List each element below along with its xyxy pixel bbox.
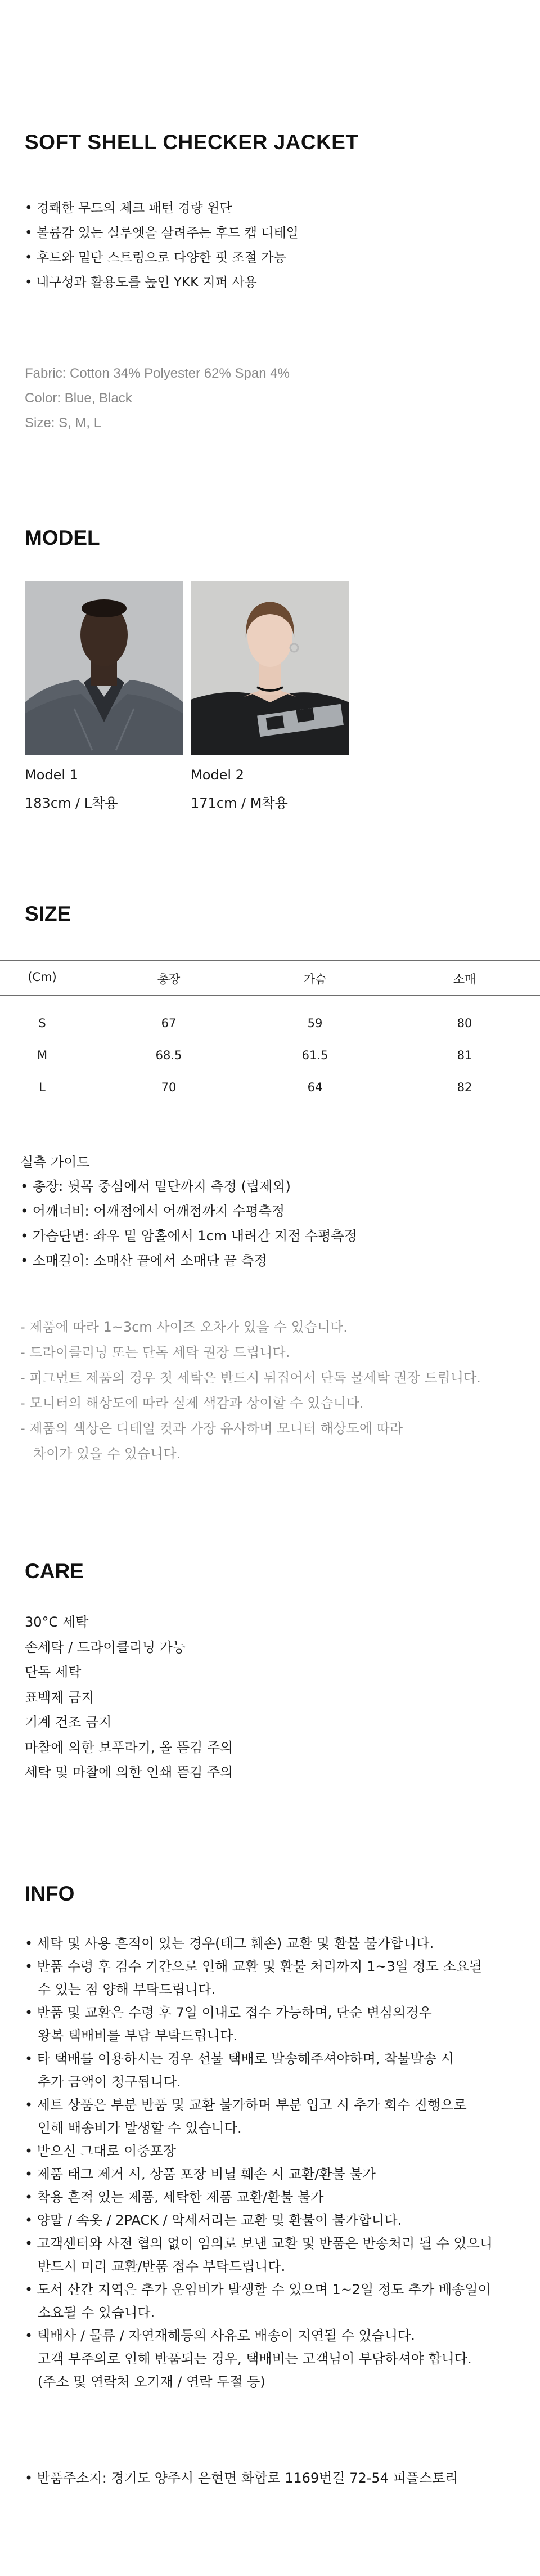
care-item: 손세탁 / 드라이클리닝 가능 — [25, 1639, 186, 1655]
guide-item: • 가슴단면: 좌우 밑 암홀에서 1cm 내려간 지점 수평측정 — [20, 1228, 357, 1244]
info-item: 추가 금액이 청구됩니다. — [25, 2074, 181, 2090]
table-header: 소매 — [453, 973, 476, 986]
color-spec: Color: Blue, Black — [25, 391, 132, 406]
product-title: SOFT SHELL CHECKER JACKET — [25, 131, 359, 154]
care-list — [25, 1610, 233, 1785]
model-1-name: Model 1 — [25, 767, 78, 783]
table-divider — [0, 995, 540, 996]
measure-guide-list — [20, 1174, 357, 1273]
size-section-title: SIZE — [25, 902, 71, 925]
info-item: • 양말 / 속옷 / 2PACK / 악세서리는 교환 및 환불이 불가합니다. — [25, 2212, 402, 2228]
info-item: • 반품 수령 후 검수 기간으로 인해 교환 및 환불 처리까지 1~3일 정도 소요될 — [25, 1959, 483, 1974]
feature-item: • 볼륨감 있는 실루엣을 살려주는 후드 캡 디테일 — [25, 226, 299, 240]
table-cell: 81 — [457, 1049, 472, 1062]
table-cell: 70 — [161, 1081, 177, 1094]
table-header: 총장 — [157, 973, 181, 986]
table-cell: S — [38, 1016, 46, 1030]
care-item: 세탁 및 마찰에 의한 인쇄 뜯김 주의 — [25, 1764, 233, 1780]
feature-list — [25, 196, 299, 295]
info-item: (주소 및 연락처 오기재 / 연락 두절 등) — [25, 2374, 266, 2390]
info-item: 반드시 미리 교환/반품 접수 부탁드립니다. — [25, 2259, 286, 2274]
measure-guide-title: 실측 가이드 — [20, 1154, 90, 1170]
care-section-title: CARE — [25, 1560, 84, 1583]
table-cell: 61.5 — [302, 1049, 328, 1062]
info-item: 고객 부주의로 인해 반품되는 경우, 택배비는 고객님이 부담하셔야 합니다. — [25, 2351, 472, 2367]
table-divider — [0, 960, 540, 961]
size-spec: Size: S, M, L — [25, 415, 102, 431]
info-item: 왕복 택배비를 부담 부탁드립니다. — [25, 2028, 237, 2044]
model-2-photo — [191, 581, 349, 755]
info-item: 소요될 수 있습니다. — [25, 2305, 155, 2320]
note-item: - 피그먼트 제품의 경우 첫 세탁은 반드시 뒤집어서 단독 물세탁 권장 드립니다. — [20, 1370, 481, 1386]
note-item: - 모니터의 해상도에 따라 실제 색감과 상이할 수 있습니다. — [20, 1395, 364, 1411]
table-cell: 82 — [457, 1081, 472, 1094]
care-item: 30°C 세탁 — [25, 1614, 89, 1630]
info-item: • 제품 태그 제거 시, 상품 포장 비닐 훼손 시 교환/환불 불가 — [25, 2166, 376, 2182]
model-2-info: 171cm / M착용 — [191, 795, 288, 811]
table-cell: 80 — [457, 1016, 472, 1030]
model-photo-icon — [25, 581, 183, 755]
table-header: 가슴 — [303, 973, 327, 986]
model-1-info: 183cm / L착용 — [25, 795, 118, 811]
model-2-name: Model 2 — [191, 767, 244, 783]
info-item: • 반품 및 교환은 수령 후 7일 이내로 접수 가능하며, 단순 변심의경우 — [25, 2005, 432, 2021]
table-cell: M — [37, 1049, 48, 1062]
info-item: • 도서 산간 지역은 추가 운임비가 발생할 수 있으며 1~2일 정도 추가 배송일이 — [25, 2282, 491, 2297]
guide-item: • 어깨너비: 어깨점에서 어깨점까지 수평측정 — [20, 1203, 285, 1219]
info-item: • 받으신 그대로 이중포장 — [25, 2143, 176, 2159]
info-item: • 택배사 / 물류 / 자연재해등의 사유로 배송이 지연될 수 있습니다. — [25, 2328, 415, 2344]
note-item: - 제품에 따라 1~3cm 사이즈 오차가 있을 수 있습니다. — [20, 1319, 348, 1335]
model-photo-icon — [191, 581, 349, 755]
feature-item: • 내구성과 활용도를 높인 YKK 지퍼 사용 — [25, 275, 257, 290]
info-item: • 고객센터와 사전 협의 없이 임의로 보낸 교환 및 반품은 반송처리 될 수 있으니 — [25, 2235, 493, 2251]
info-section-title: INFO — [25, 1882, 75, 1905]
guide-item: • 소매길이: 소매산 끝에서 소매단 끝 측정 — [20, 1253, 267, 1269]
return-address: • 반품주소지: 경기도 양주시 은현면 화합로 1169번길 72-54 피플스토리 — [25, 2470, 458, 2486]
guide-item: • 총장: 뒷목 중심에서 밑단까지 측정 (립제외) — [20, 1179, 291, 1194]
care-item: 기계 건조 금지 — [25, 1714, 112, 1730]
model-section-title: MODEL — [25, 526, 100, 549]
info-item: • 타 택배를 이용하시는 경우 선불 택배로 발송해주셔야하며, 착불발송 시 — [25, 2051, 454, 2067]
table-cell: L — [39, 1081, 46, 1094]
care-item: 마찰에 의한 보푸라기, 올 뜯김 주의 — [25, 1739, 233, 1755]
note-item: - 제품의 색상은 디테일 컷과 가장 유사하며 모니터 해상도에 따라 — [20, 1421, 403, 1436]
spec-list — [25, 361, 290, 436]
info-item: • 세트 상품은 부분 반품 및 교환 불가하며 부분 입고 시 추가 회수 진행으로 — [25, 2097, 467, 2113]
feature-item: • 후드와 밑단 스트링으로 다양한 핏 조절 가능 — [25, 250, 286, 265]
table-cell: 64 — [307, 1081, 323, 1094]
table-cell: 59 — [307, 1016, 323, 1030]
care-item: 표백제 금지 — [25, 1689, 94, 1705]
table-cell: 68.5 — [155, 1049, 182, 1062]
info-item: • 세탁 및 사용 흔적이 있는 경우(태그 훼손) 교환 및 환불 불가합니다. — [25, 1936, 434, 1951]
note-item: - 드라이클리닝 또는 단독 세탁 권장 드립니다. — [20, 1345, 290, 1360]
care-item: 단독 세탁 — [25, 1664, 82, 1680]
model-card-2 — [191, 581, 349, 811]
info-item: 수 있는 점 양해 부탁드립니다. — [25, 1982, 216, 1997]
model-card-1 — [25, 581, 183, 811]
size-notes — [20, 1315, 481, 1467]
note-item: 차이가 있을 수 있습니다. — [20, 1446, 181, 1462]
info-item: • 착용 흔적 있는 제품, 세탁한 제품 교환/환불 불가 — [25, 2189, 324, 2205]
feature-item: • 경쾌한 무드의 체크 패턴 경량 윈단 — [25, 201, 232, 216]
model-1-photo — [25, 581, 183, 755]
table-cell: 67 — [161, 1016, 177, 1030]
info-list — [25, 1932, 493, 2394]
info-item: 인해 배송비가 발생할 수 있습니다. — [25, 2120, 242, 2136]
table-header: (Cm) — [28, 970, 57, 984]
fabric-spec: Fabric: Cotton 34% Polyester 62% Span 4% — [25, 366, 290, 381]
